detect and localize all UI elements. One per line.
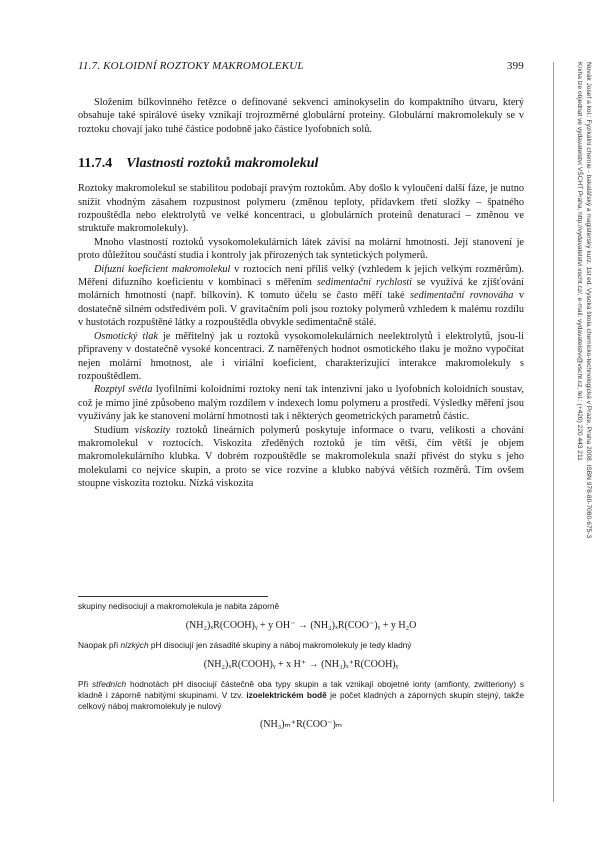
- section-heading: [78, 155, 524, 173]
- running-header: [78, 60, 524, 76]
- paragraph-text: v roztocích není příliš velký (vzhledem k jejich velkým rozměrům). Měření difuzního koeficientu v kombinaci s měřením: [78, 263, 524, 289]
- paragraph-viscosity: [78, 424, 524, 491]
- paragraph-text: Studium: [94, 424, 135, 436]
- equation-zwitterion: (NH₃)ₘ⁺R(COO⁻)ₘ: [259, 719, 343, 730]
- paragraph-text: se využívá ke zjišťování molárních hmotností (např. bílkovin). K tomuto účelu se často měří také: [78, 277, 524, 302]
- term-osmotic-pressure: Osmotický tlak: [94, 330, 158, 342]
- term-light-scattering: Rozptyl světla: [94, 384, 153, 396]
- page-number: 399: [506, 60, 524, 72]
- paragraph-osmotic: [78, 330, 524, 384]
- paragraph-text: lyofilními koloidními roztoky není tak intenzivní jako u lyofobních koloidních soustav, což je mimo jiné způsobeno malým rozdílem v indexech lomu polymeru a prostředí. Výsledky měření jsou využívány jak ke stanovení molární hmotnosti tak i některých geometrických parametrů částic.: [78, 384, 524, 423]
- footnote-line: [78, 679, 524, 712]
- intro-paragraph: Složením bílkovinného řetězce o definované sekvenci aminokyselin do kompaktního útvaru, který obsahuje také spirálové úseky vznikají trojrozměrné globulární proteiny. Globulární makromolekuly se v roztoku chovají jako tuhé částice podobně jako částice lyofobních solů.: [78, 97, 524, 135]
- footnote-text: Naopak při: [78, 640, 121, 650]
- equation-low-ph: (NH₂)ₓR(COOH)ᵧ + x H⁺ → (NH₃)ₓ⁺R(COOH)ᵧ: [203, 659, 399, 670]
- paragraph-molar-mass: Mnoho vlastností roztoků vysokomolekulárních látek závisí na molární hmotnosti. Její stanovení je proto důležitou součástí studia i kontroly jak přírozených tak syntetických polymerů.: [78, 236, 524, 262]
- order-info-line: Kniha lze objednat ve vydavatelství VŠCHT Praha, http://vydavatelstvi.vscht.cz/, e-mail: vydavatelstvi@vscht.cz, tel.: (+420) 220 443 211: [576, 62, 583, 461]
- paragraph-diffusion: [78, 263, 524, 330]
- term-diffusion: Difuzní koeficient makromolekul: [94, 263, 231, 275]
- footnote-line: skupiny nedisociují a makromolekula je nabita záporně: [78, 601, 280, 611]
- chapter-title: 11.7. KOLOIDNÍ ROZTOKY MAKROMOLEKUL: [78, 60, 304, 72]
- paragraph-stability: Roztoky makromolekul se stabilitou podobají pravým roztokům. Aby došlo k vyloučení další fáze, je nutno snížit vhodným zásahem rozpustnost polymeru (změnou teploty, přídavkem třetí složky – špatného rozpouštědla nebo elektrolytů ve velké koncentraci, u globulárních proteinů denaturací – změnou ve struktuře makromolekuly).: [78, 183, 524, 235]
- section-title: Vlastnosti roztoků makromolekul: [126, 156, 319, 172]
- term-sedimentation-rate: sedimentační rychlosti: [316, 277, 413, 289]
- paragraph-text: roztoků lineárních polymerů poskytuje informace o tvaru, velikosti a chování makromolekul v roztocích. Viskozita zředěných roztoků je tím větší, čím větší je objem makromolekulárního klubka. V dobrém rozpouštědle se makromolekula snaží přivést do styku s jeho molekulami co nejvíce skupin, a proto se více rozvine a klubko nabývá větších rozměrů. Tím ovšem stoupne viskozita roztoku. Nízká viskozita: [78, 424, 524, 490]
- paragraph-text: je měřitelný jak u roztoků vysokomolekulárních neelektrolytů i elektrolytů, jsou-li připraveny v dostatečně vysoké koncentraci. Z naměřených hodnot osmotického tlaku je možno vypočítat nejen molární hmotnost, ale i viriální koeficient, charakterizující interakce makromolekuly s rozpouštědlem.: [78, 330, 525, 382]
- paragraph-light-scattering: [78, 383, 524, 423]
- term-low-ph: nízkých: [120, 640, 149, 650]
- side-note: [563, 62, 593, 802]
- term-isoelectric-point: izoelektrickém bodě: [246, 690, 327, 700]
- equation-high-ph: (NH₂)ₓR(COOH)ᵧ + y OH⁻ → (NH₂)ₓR(COO⁻)ᵧ + y H₂O: [185, 620, 417, 631]
- citation-line: Novák Josef a kol.: Fyzikální chemie - bakalářský a magisterský kurz. 1st ed. Vysoká škola chemicko-technologická v Praze, Praha 2008. ISBN 978-80-7080-675-3: [585, 62, 592, 539]
- side-note-text: [563, 62, 593, 802]
- footnotes: [78, 601, 524, 739]
- footnote-text: pH disociují jen zásadité skupiny a náboj makromolekuly je tedy kladný: [148, 640, 412, 650]
- paragraph-text: v dostatečně silném odstředivém poli. V gravitačním poli jsou roztoky polymerů vzhledem k malému rozdílu v hustotách rozpuštěné látky a rozpouštědla obvykle sedimentačně stálé.: [78, 290, 525, 329]
- main-text: [78, 96, 524, 491]
- footnote-text: hodnotách pH disociují částečně oba typy skupin a tak vznikají obojetné ionty (amfionty, zwitteriony) s kladně i záporně nabitými skupinami. V tzv.: [78, 679, 524, 700]
- margin-divider: [553, 62, 554, 802]
- footnote-divider: [78, 596, 268, 597]
- term-medium-ph: středních: [91, 679, 127, 689]
- footnote-line: [78, 640, 524, 651]
- term-viscosity: viskozity: [134, 424, 171, 436]
- footnote-text: je počet kladných a záporných skupin stejný, takže celkový náboj makromolekuly je nulový: [78, 690, 524, 711]
- section-number: 11.7.4: [78, 156, 113, 172]
- term-sedimentation-equilibrium: sedimentační rovnováha: [410, 290, 514, 302]
- footnote-text: Při: [78, 679, 92, 689]
